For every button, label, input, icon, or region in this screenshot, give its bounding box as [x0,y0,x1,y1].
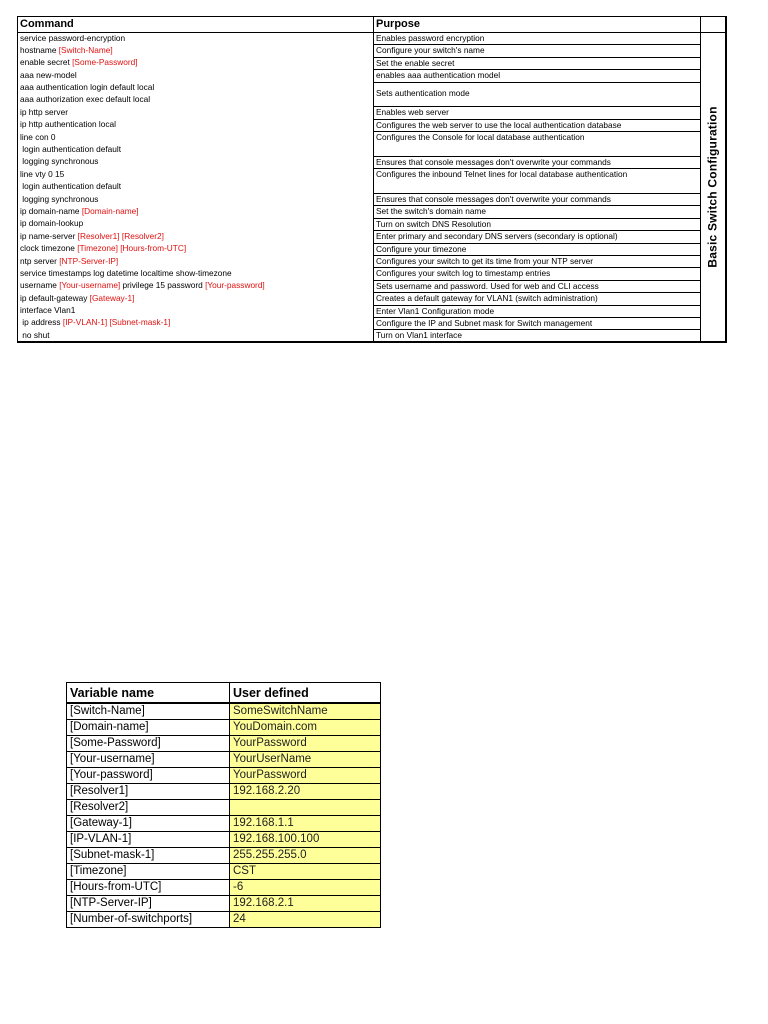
command-text: logging synchronous [20,193,99,204]
command-text: ip name-server [20,230,78,241]
command-cell [18,45,374,57]
purpose-cell [374,194,701,206]
purpose-cell [374,330,701,343]
purpose-cell [374,231,701,243]
command-cell [18,33,374,45]
command-row [18,268,726,280]
command-row [18,169,726,181]
user-value-cell[interactable]: YouDomain.com [230,720,381,736]
command-variable: [Timezone] [Hours-from-UTC] [77,243,187,254]
command-cell [18,330,374,343]
purpose-cell [374,33,701,45]
command-cell [18,169,374,181]
command-cell [18,231,374,243]
command-text: aaa authentication login default local [20,82,155,93]
command-row [18,57,726,69]
command-cell [18,218,374,230]
command-text: username [20,280,60,291]
command-text: clock timezone [20,243,78,254]
variable-name-cell: [Some-Password] [67,736,230,752]
command-variable: [IP-VLAN-1] [Subnet-mask-1] [62,317,171,328]
variable-row [67,912,381,928]
variable-name-cell: [Subnet-mask-1] [67,848,230,864]
command-cell [18,256,374,268]
command-header: Command [18,17,374,33]
command-text: ip domain-lookup [20,218,84,229]
command-row [18,293,726,305]
user-value-cell[interactable]: 24 [230,912,381,928]
command-row [18,330,726,343]
command-cell [18,268,374,280]
user-value-cell[interactable]: CST [230,864,381,880]
user-value-cell[interactable]: SomeSwitchName [230,703,381,720]
variable-name-cell: [Number-of-switchports] [67,912,230,928]
command-text: interface Vlan1 [20,305,76,316]
command-variable: [Switch-Name] [58,44,113,55]
purpose-cell [374,169,701,194]
variable-name-cell: [IP-VLAN-1] [67,832,230,848]
command-row [18,132,726,144]
variable-name-cell: [Gateway-1] [67,816,230,832]
command-text: ntp server [20,255,60,266]
command-cell [18,156,374,168]
purpose-text: Set the switch's domain name [376,206,486,217]
command-variable: [Resolver1] [Resolver2] [77,230,164,241]
purpose-cell [374,132,701,157]
command-text: enable secret [20,57,73,68]
command-variable: [Gateway-1] [89,292,135,303]
command-row [18,119,726,131]
purpose-cell [374,305,701,317]
command-text: ip default-gateway [20,292,90,303]
purpose-cell [374,107,701,119]
purpose-text: Configures the web server to use the local authentication database [376,119,622,130]
command-row [18,317,726,329]
variable-row [67,703,381,720]
user-value-cell[interactable]: YourPassword [230,768,381,784]
purpose-cell [374,280,701,292]
purpose-cell [374,243,701,255]
variable-name-header: Variable name [67,683,230,704]
command-text: line vty 0 15 [20,168,65,179]
variable-row [67,816,381,832]
command-row [18,206,726,218]
command-cell [18,181,374,193]
command-row [18,33,726,45]
command-table [17,16,727,343]
purpose-text: Set the enable secret [376,57,455,68]
variable-row [67,768,381,784]
purpose-cell [374,218,701,230]
purpose-text: Turn on Vlan1 interface [376,330,462,341]
user-value-cell[interactable]: 255.255.255.0 [230,848,381,864]
purpose-cell [374,206,701,218]
command-text: login authentication default [20,144,122,155]
command-text: ip http authentication local [20,119,116,130]
purpose-text: Configures your switch to get its time from your NTP server [376,256,594,267]
command-variable: [Your-password] [205,280,265,291]
variable-row [67,896,381,912]
variable-table [66,682,381,928]
purpose-cell [374,119,701,131]
command-cell [18,70,374,82]
purpose-text: Configure the IP and Subnet mask for Switch management [376,317,593,328]
variable-row [67,832,381,848]
purpose-text: Configure your switch's name [376,45,485,56]
variable-name-cell: [Your-password] [67,768,230,784]
purpose-cell [374,156,701,168]
side-header [701,17,726,33]
variable-row [67,736,381,752]
command-text: ip address [20,317,63,328]
command-text: service timestamps log datetime localtime show-timezone [20,267,232,278]
command-row [18,280,726,292]
command-row [18,45,726,57]
purpose-cell [374,70,701,82]
purpose-cell [374,256,701,268]
purpose-text: Enter primary and secondary DNS servers (secondary is optional) [376,231,618,242]
command-cell [18,144,374,156]
variable-table-body [67,703,381,928]
variable-name-cell: [Hours-from-UTC] [67,880,230,896]
command-table-body [18,33,726,343]
command-text: no shut [20,329,50,340]
purpose-cell [374,268,701,280]
variable-row [67,848,381,864]
purpose-text: Sets username and password. Used for web and CLI access [376,280,599,291]
command-row [18,231,726,243]
purpose-text: Creates a default gateway for VLAN1 (switch administration) [376,293,598,304]
variable-row [67,864,381,880]
command-cell [18,94,374,106]
variable-row [67,880,381,896]
command-variable: [Domain-name] [81,205,139,216]
user-value-cell[interactable]: 192.168.100.100 [230,832,381,848]
section-label-cell [701,33,726,343]
command-row [18,256,726,268]
command-cell [18,280,374,292]
purpose-text: Configures your switch log to timestamp entries [376,268,551,279]
user-value-cell[interactable] [230,800,381,816]
user-value-cell[interactable]: -6 [230,880,381,896]
variable-name-cell: [Resolver2] [67,800,230,816]
purpose-text: Enter Vlan1 Configuration mode [376,305,495,316]
command-cell [18,194,374,206]
command-text: aaa authorization exec default local [20,94,151,105]
command-row [18,107,726,119]
command-cell [18,206,374,218]
variable-name-cell: [Timezone] [67,864,230,880]
command-row [18,243,726,255]
variable-name-cell: [Switch-Name] [67,703,230,720]
command-text: hostname [20,44,59,55]
purpose-text: Configures the Console for local database authentication [376,132,585,143]
variable-name-cell: [NTP-Server-IP] [67,896,230,912]
purpose-text: Turn on switch DNS Resolution [376,218,491,229]
command-variable: [Some-Password] [72,57,138,68]
command-cell [18,119,374,131]
user-value-cell[interactable]: YourUserName [230,752,381,768]
command-text: ip domain-name [20,205,82,216]
purpose-text: enables aaa authentication model [376,70,501,81]
purpose-text: Ensures that console messages don't overwrite your commands [376,194,611,205]
command-text: logging synchronous [20,156,99,167]
user-value-cell[interactable]: YourPassword [230,736,381,752]
command-cell [18,243,374,255]
purpose-cell [374,45,701,57]
command-text: ip http server [20,106,68,117]
purpose-cell [374,293,701,305]
command-text: service password-encryption [20,33,126,43]
variable-row [67,784,381,800]
user-value-cell[interactable]: 192.168.2.20 [230,784,381,800]
command-cell [18,293,374,305]
command-variable: [Your-username] [59,280,121,291]
command-cell [18,132,374,144]
purpose-header: Purpose [374,17,701,33]
command-cell [18,317,374,329]
user-defined-header: User defined [230,683,381,704]
purpose-text: Enables web server [376,107,449,118]
command-cell [18,107,374,119]
purpose-text: Configures the inbound Telnet lines for local database authentication [376,169,628,180]
purpose-text: Configure your timezone [376,243,467,254]
purpose-cell [374,57,701,69]
user-value-cell[interactable]: 192.168.1.1 [230,816,381,832]
command-text: login authentication default [20,181,122,192]
user-value-cell[interactable]: 192.168.2.1 [230,896,381,912]
variable-row [67,800,381,816]
section-label: Basic Switch Configuration [705,106,720,268]
command-cell [18,305,374,317]
command-cell [18,57,374,69]
command-row [18,194,726,206]
variable-name-cell: [Domain-name] [67,720,230,736]
command-cell [18,82,374,94]
purpose-text: Sets authentication mode [376,88,470,99]
variable-name-cell: [Resolver1] [67,784,230,800]
command-row [18,305,726,317]
command-text: aaa new-model [20,69,77,80]
purpose-text: Ensures that console messages don't overwrite your commands [376,156,611,167]
command-row [18,82,726,94]
command-row [18,70,726,82]
variable-row [67,752,381,768]
variable-row [67,720,381,736]
command-row [18,156,726,168]
purpose-cell [374,317,701,329]
purpose-cell [374,82,701,107]
purpose-text: Enables password encryption [376,33,485,43]
command-variable: [NTP-Server-IP] [59,255,119,266]
command-text: privilege 15 password [120,280,206,291]
variable-name-cell: [Your-username] [67,752,230,768]
command-row [18,218,726,230]
command-text: line con 0 [20,131,56,142]
